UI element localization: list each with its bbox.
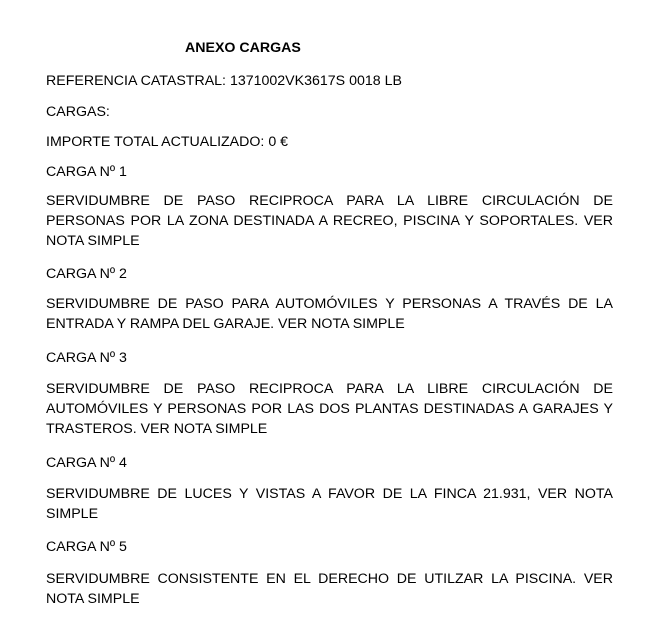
carga-text-4: SERVIDUMBRE DE LUCES Y VISTAS A FAVOR DE LA FINCA 21.931, VER NOTA SIMPLE xyxy=(46,486,613,522)
carga-heading-4: CARGA Nº 4 xyxy=(46,455,127,471)
carga-heading-5: CARGA Nº 5 xyxy=(46,539,127,555)
carga-heading-1: CARGA Nº 1 xyxy=(46,164,127,180)
carga-text-1: SERVIDUMBRE DE PASO RECIPROCA PARA LA LIBRE CIRCULACIÓN DE PERSONAS POR LA ZONA DESTINADA A RECREO, PISCINA Y SOPORTALES. VER NOTA SIMPLE xyxy=(46,193,613,249)
cargas-label: CARGAS: xyxy=(46,104,110,120)
carga-heading-3: CARGA Nº 3 xyxy=(46,350,127,366)
carga-heading-2: CARGA Nº 2 xyxy=(46,266,127,282)
referencia-catastral: REFERENCIA CATASTRAL: 1371002VK3617S 0018 LB xyxy=(46,73,402,89)
importe-total: IMPORTE TOTAL ACTUALIZADO: 0 € xyxy=(46,134,289,150)
carga-text-2: SERVIDUMBRE DE PASO PARA AUTOMÓVILES Y PERSONAS A TRAVÉS DE LA ENTRADA Y RAMPA DEL GARAJE. VER NOTA SIMPLE xyxy=(46,296,613,332)
carga-text-5: SERVIDUMBRE CONSISTENTE EN EL DERECHO DE UTILZAR LA PISCINA. VER NOTA SIMPLE xyxy=(46,571,613,607)
document-title: ANEXO CARGAS xyxy=(185,40,301,56)
carga-text-3: SERVIDUMBRE DE PASO RECIPROCA PARA LA LIBRE CIRCULACIÓN DE AUTOMÓVILES Y PERSONAS POR LAS DOS PLANTAS DESTINADAS A GARAJES Y TRASTEROS. VER NOTA SIMPLE xyxy=(46,381,613,437)
